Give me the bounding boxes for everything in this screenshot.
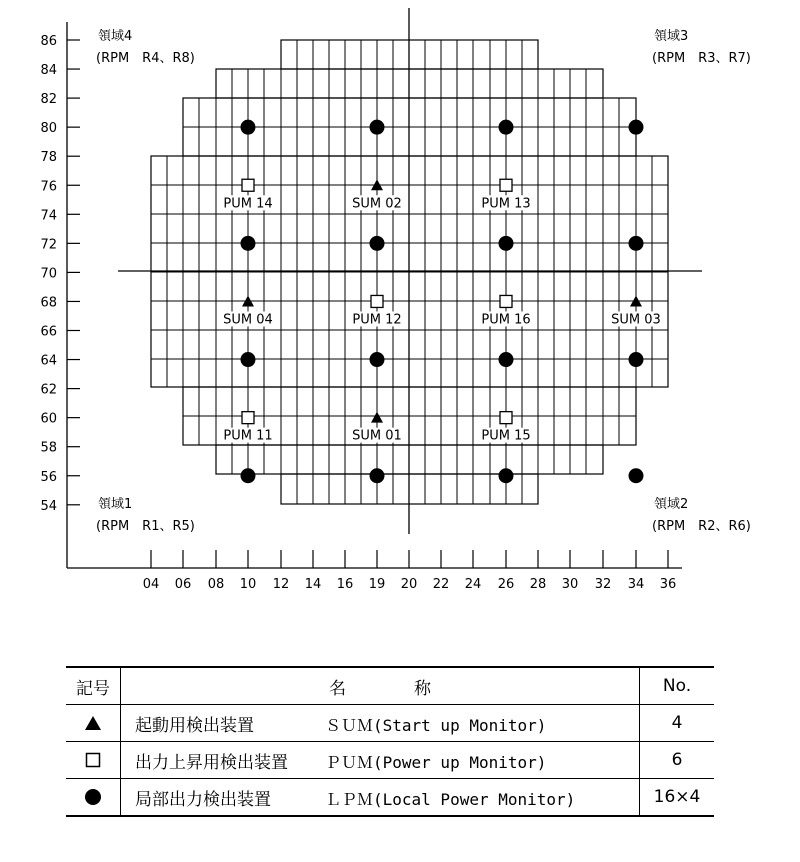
quadrant3-name: 領域3 <box>654 29 689 44</box>
quadrant1-rpm: (RPM R1、R5) <box>96 519 195 534</box>
x-tick-label: 32 <box>594 577 612 592</box>
circle-icon <box>84 788 102 806</box>
legend-row-pum <box>66 742 714 779</box>
legend-symbol-cell <box>66 742 121 779</box>
detector-label: SUM 02 <box>352 196 402 212</box>
y-tick-label: 70 <box>40 266 57 282</box>
legend-row-sum <box>66 705 714 742</box>
y-tick-label: 84 <box>40 63 57 79</box>
quadrant3-rpm: (RPM R3、R7) <box>652 51 751 66</box>
lpm-marker <box>241 352 256 367</box>
x-tick-label: 20 <box>400 577 418 592</box>
quadrant2-rpm: (RPM R2、R6) <box>652 519 751 534</box>
lpm-marker <box>370 236 385 251</box>
y-tick-label: 82 <box>40 92 57 108</box>
legend-count: 16×4 <box>640 779 715 817</box>
x-tick-label: 12 <box>272 577 290 592</box>
y-tick-label: 66 <box>40 324 57 340</box>
lpm-marker <box>499 468 514 483</box>
legend-name-cell <box>121 742 640 779</box>
detector-label: PUM 16 <box>481 312 531 328</box>
lpm-marker <box>499 236 514 251</box>
x-tick-label: 08 <box>207 577 225 592</box>
lpm-marker <box>629 236 644 251</box>
detector-label: PUM 12 <box>352 312 402 328</box>
lpm-marker <box>499 352 514 367</box>
x-tick-label: 04 <box>142 577 160 592</box>
pum-marker <box>500 295 512 307</box>
detector-label: PUM 14 <box>223 196 273 212</box>
y-tick-label: 78 <box>40 150 57 166</box>
x-tick-label: 34 <box>627 577 645 592</box>
lpm-marker <box>370 120 385 135</box>
lpm-marker <box>241 236 256 251</box>
legend-header-row <box>66 667 714 705</box>
pum-marker <box>500 412 512 424</box>
legend-count: 6 <box>640 742 715 779</box>
y-tick-label: 64 <box>40 353 57 369</box>
pum-marker <box>500 179 512 191</box>
pum-marker <box>242 179 254 191</box>
legend-en-name: ＳＵＭ(Start up Monitor) <box>325 715 547 735</box>
y-tick-label: 74 <box>40 208 57 224</box>
x-tick-label: 30 <box>561 577 579 592</box>
pum-marker <box>371 295 383 307</box>
legend-name-cell <box>121 779 640 817</box>
y-tick-label: 62 <box>40 382 57 398</box>
axes <box>67 8 702 568</box>
lpm-marker <box>629 352 644 367</box>
detector-label: PUM 13 <box>481 196 531 212</box>
legend-header-symbol: 記号 <box>66 667 121 705</box>
x-tick-label: 19 <box>368 577 386 592</box>
legend-row-lpm <box>66 779 714 817</box>
x-tick-label: 26 <box>497 577 515 592</box>
pum-marker <box>242 412 254 424</box>
lpm-marker <box>370 352 385 367</box>
y-tick-label: 56 <box>40 469 57 485</box>
legend-jp-name: 起動用検出装置 <box>135 715 254 736</box>
y-tick-label: 54 <box>40 498 57 514</box>
y-tick-label: 60 <box>40 411 57 427</box>
y-tick-label: 58 <box>40 440 57 456</box>
quadrant1-name: 領域1 <box>98 497 133 512</box>
x-tick-label: 36 <box>659 577 677 592</box>
legend-header-name: 名 称 <box>121 667 640 705</box>
y-tick-label: 80 <box>40 121 57 137</box>
detector-label: PUM 11 <box>223 428 273 444</box>
legend-jp-name: 局部出力検出装置 <box>135 789 271 810</box>
lpm-marker <box>241 120 256 135</box>
x-tick-label: 16 <box>336 577 354 592</box>
detector-label: PUM 15 <box>481 428 531 444</box>
lpm-marker <box>629 120 644 135</box>
legend-en-name: ＰＵＭ(Power up Monitor) <box>325 752 547 772</box>
square-icon <box>85 752 101 768</box>
legend-name-cell <box>121 705 640 742</box>
quadrant4-rpm: (RPM R4、R8) <box>96 51 195 66</box>
quadrant4-name: 領域4 <box>98 29 133 44</box>
y-tick-label: 72 <box>40 237 57 253</box>
lpm-marker <box>629 468 644 483</box>
detector-label: SUM 04 <box>223 312 273 328</box>
detector-label: SUM 01 <box>352 428 402 444</box>
sum-marker <box>371 412 383 423</box>
x-tick-label: 10 <box>239 577 257 592</box>
x-tick-label: 22 <box>432 577 450 592</box>
x-tick-label: 06 <box>174 577 192 592</box>
legend-table <box>66 666 714 817</box>
quadrant2-name: 領域2 <box>654 497 689 512</box>
legend-symbol-cell <box>66 779 121 817</box>
x-tick-label: 28 <box>529 577 547 592</box>
detector-label: SUM 03 <box>611 312 661 328</box>
lpm-marker <box>499 120 514 135</box>
lpm-marker <box>241 468 256 483</box>
legend-count: 4 <box>640 705 715 742</box>
x-tick-label: 24 <box>464 577 482 592</box>
x-tick-label: 14 <box>304 577 322 592</box>
y-tick-label: 68 <box>40 295 57 311</box>
lpm-marker <box>370 468 385 483</box>
legend-symbol-cell <box>66 705 121 742</box>
triangle-icon <box>84 715 102 731</box>
legend-en-name: ＬＰＭ(Local Power Monitor) <box>325 789 576 809</box>
legend-jp-name: 出力上昇用検出装置 <box>135 752 288 773</box>
legend-header-no: No. <box>640 667 715 705</box>
y-tick-label: 86 <box>40 34 57 49</box>
y-tick-label: 76 <box>40 179 57 195</box>
